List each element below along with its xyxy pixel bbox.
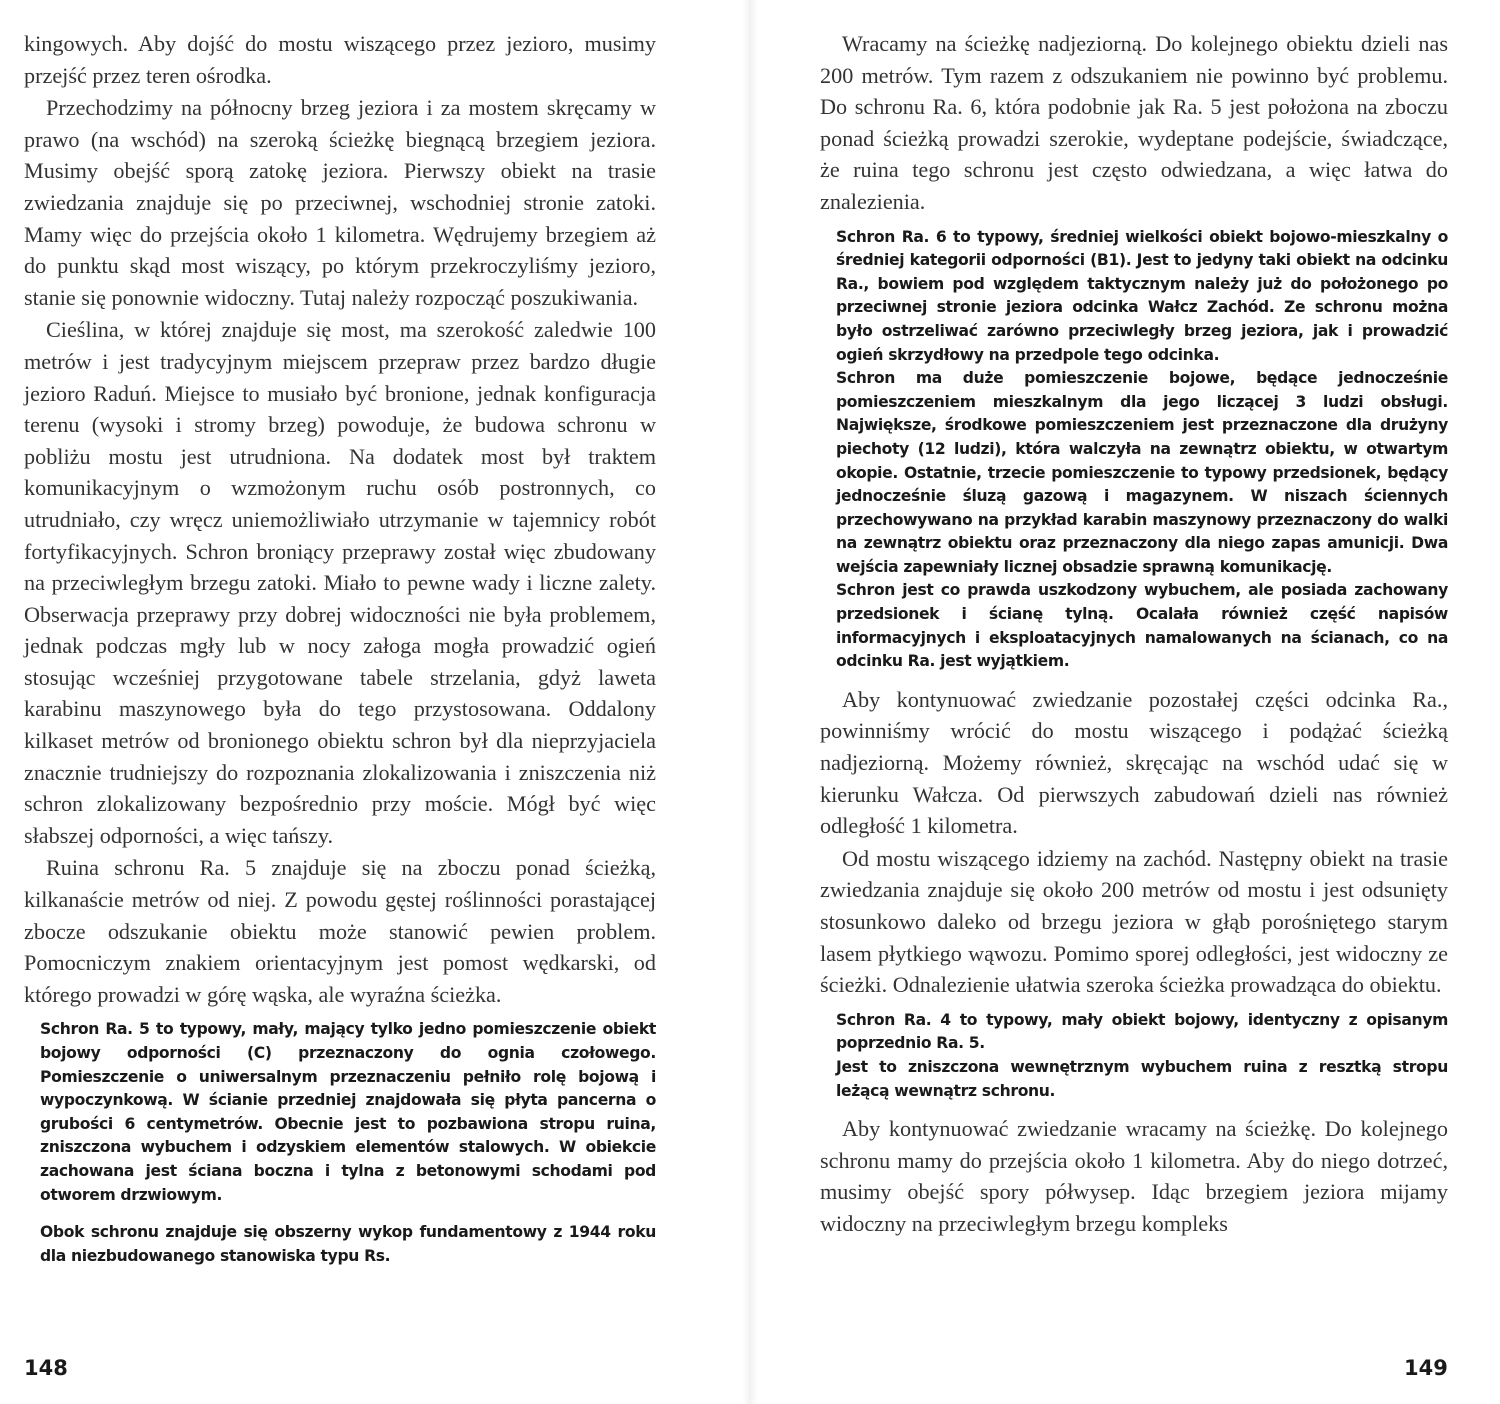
- body-paragraph: Cieślina, w której znajduje się most, ma szerokość zaledwie 100 metrów i jest tradycyjnym miejscem przepraw przez bardzo długie jezioro Raduń. Miejsce to musiało być bronione, jednak konfiguracja terenu (wysoki i stromy brzeg) powoduje, że budowa schronu w pobliżu mostu jest utrudniona. Na dodatek most był traktem komunikacyjnym o wzmożonym ruchu osób postronnych, co utrudniało, czy wręcz uniemożliwiało utrzymanie w tajemnicy robót fortyfikacyjnych. Schron broniący przeprawy został więc zbudowany na przeciwległym brzegu zatoki. Miało to pewne wady i liczne zalety. Obserwacja przeprawy przy dobrej widoczności nie była problemem, jednak podczas mgły lub w nocy załoga mogła prowadzić ogień stosując wcześniej przygotowane tabele strzelania, gdyż laweta karabinu maszynowego była do tego przystosowana. Oddalony kilkaset metrów od bronionego obiektu schron był dla nieprzyjaciela znacznie trudniejszy do rozpoznania zlokalizowania i zniszczenia niż schron zlokalizowany bezpośrednio przy moście. Mógł być więc słabszej odporności, a więc tańszy.: [24, 317, 656, 848]
- info-box-paragraph: Schron jest co prawda uszkodzony wybuchem, ale posiada zachowany przedsionek i ścianę tylną. Ocalała również część napisów informacyjnych i eksploatacyjnych namalowanych na ścianach, co na odcinku Ra. jest wyjątkiem.: [836, 581, 1448, 671]
- info-box-paragraph: Schron ma duże pomieszczenie bojowe, będące jednocześnie pomieszczeniem mieszkalnym dla jego liczącej 3 ludzi obsługi. Największe, środkowe pomieszczeniem jest przeznaczone dla drużyny piechoty (12 ludzi), która walczyła na zewnątrz obiektu, w otwartym okopie. Ostatnie, trzecie pomieszczenie to typowy przedsionek, będący jednocześnie śluzą gazową i magazynem. W niszach ściennych przechowywano na przykład karabin maszynowy przeznaczony do walki na zewnątrz obiektu oraz przeznaczony dla niego zapas amunicji. Dwa wejścia zapewniały licznej obsadzie sprawną komunikację.: [836, 369, 1448, 576]
- info-box-paragraph: Schron Ra. 4 to typowy, mały obiekt bojowy, identyczny z opisanym poprzednio Ra. 5.: [836, 1010, 1448, 1053]
- body-paragraph: Ruina schronu Ra. 5 znajduje się na zboczu ponad ścieżką, kilkanaście metrów od niej. Z powodu gęstej roślinności porastającej zbocze odszukanie obiektu może stanowić pewien problem. Pomocniczym znakiem orientacyjnym jest pomost wędkarski, od którego prowadzi w górę wąska, ale wyraźna ścieżka.: [24, 855, 656, 1007]
- body-paragraph: Wracamy na ścieżkę nadjeziorną. Do kolejnego obiektu dzieli nas 200 metrów. Tym razem z odszukaniem nie powinno być problemu. Do schronu Ra. 6, która podobnie jak Ra. 5 jest położona na zboczu ponad ścieżką prowadzi szerokie, wydeptane podejście, świadczące, że ruina tego schronu jest często odwiedzana, a więc łatwa do znalezienia.: [820, 31, 1448, 214]
- body-paragraph: Przechodzimy na północny brzeg jeziora i za mostem skręcamy w prawo (na wschód) na szeroką ścieżkę biegnącą brzegiem jeziora. Musimy obejść sporą zatokę jeziora. Pierwszy obiekt na trasie zwiedzania znajduje się po przeciwnej, wschodniej stronie zatoki. Mamy więc do przejścia około 1 kilometra. Wędrujemy brzegiem aż do punktu skąd most wiszący, po którym przekroczyliśmy jezioro, stanie się ponownie widoczny. Tutaj należy rozpocząć poszukiwania.: [24, 95, 656, 310]
- left-page: [24, 28, 656, 1268]
- info-box-paragraph: Obok schronu znajduje się obszerny wykop fundamentowy z 1944 roku dla niezbudowanego stanowiska typu Rs.: [40, 1223, 656, 1265]
- body-paragraph: Aby kontynuować zwiedzanie wracamy na ścieżkę. Do kolejnego schronu mamy do przejścia około 1 kilometra. Aby do niego dotrzeć, musimy obejść spory półwysep. Idąc brzegiem jeziora mijamy widoczny na przeciwległym brzegu kompleks: [820, 1116, 1448, 1236]
- info-box-paragraph: Jest to zniszczona wewnętrznym wybuchem ruina z resztką stropu leżącą wewnątrz schronu.: [836, 1057, 1448, 1100]
- page-number: 149: [1404, 1356, 1448, 1380]
- body-paragraph: Od mostu wiszącego idziemy na zachód. Następny obiekt na trasie zwiedzania znajduje się około 200 metrów od mostu i jest odsunięty stosunkowo daleko od brzegu jeziora w głąb porośniętego starym lasem płytkiego wąwozu. Pomimo sporej odległości, jest widoczny ze ścieżki. Odnalezienie ułatwia szeroka ścieżka prowadząca do obiektu.: [820, 845, 1448, 998]
- right-page: [820, 28, 1448, 1241]
- info-box-paragraph: Schron Ra. 5 to typowy, mały, mający tylko jedno pomieszczenie obiekt bojowy odporności (C) przeznaczony do ognia czołowego. Pomieszczenie o uniwersalnym przeznaczeniu pełniło rolę bojową i wypoczynkową. W ścianie przedniej znajdowała się płyta pancerna o grubości 6 centymetrów. Obecnie jest to pozbawiona stropu ruina, zniszczona wybuchem i odzyskiem elementów stalowych. W obiekcie zachowana jest ściana boczna i tylna z betonowymi schodami pod otworem drzwiowym.: [40, 1020, 656, 1204]
- book-gutter: [742, 0, 758, 1404]
- body-paragraph: kingowych. Aby dojść do mostu wiszącego przez jezioro, musimy przejść przez teren ośrodka.: [24, 31, 656, 88]
- info-box-paragraph: Schron Ra. 6 to typowy, średniej wielkości obiekt bojowo-mieszkalny o średniej kategorii odporności (B1). Jest to jedyny taki obiekt na odcinku Ra., bowiem pod względem taktycznym należy już do położonego po przeciwnej stronie jeziora odcinka Wałcz Zachód. Ze schronu można było ostrzeliwać zarówno przeciwległy brzeg jeziora, jak i prowadzić ogień skrzydłowy na przedpole tego odcinka.: [836, 227, 1448, 364]
- body-paragraph: Aby kontynuować zwiedzanie pozostałej części odcinka Ra., powinniśmy wrócić do mostu wiszącego i podążać ścieżką nadjeziorną. Możemy również, skręcając na wschód udać się w kierunku Wałcza. Od pierwszych zabudowań dzieli nas również odległość 1 kilometra.: [820, 686, 1448, 839]
- page-number: 148: [24, 1356, 68, 1380]
